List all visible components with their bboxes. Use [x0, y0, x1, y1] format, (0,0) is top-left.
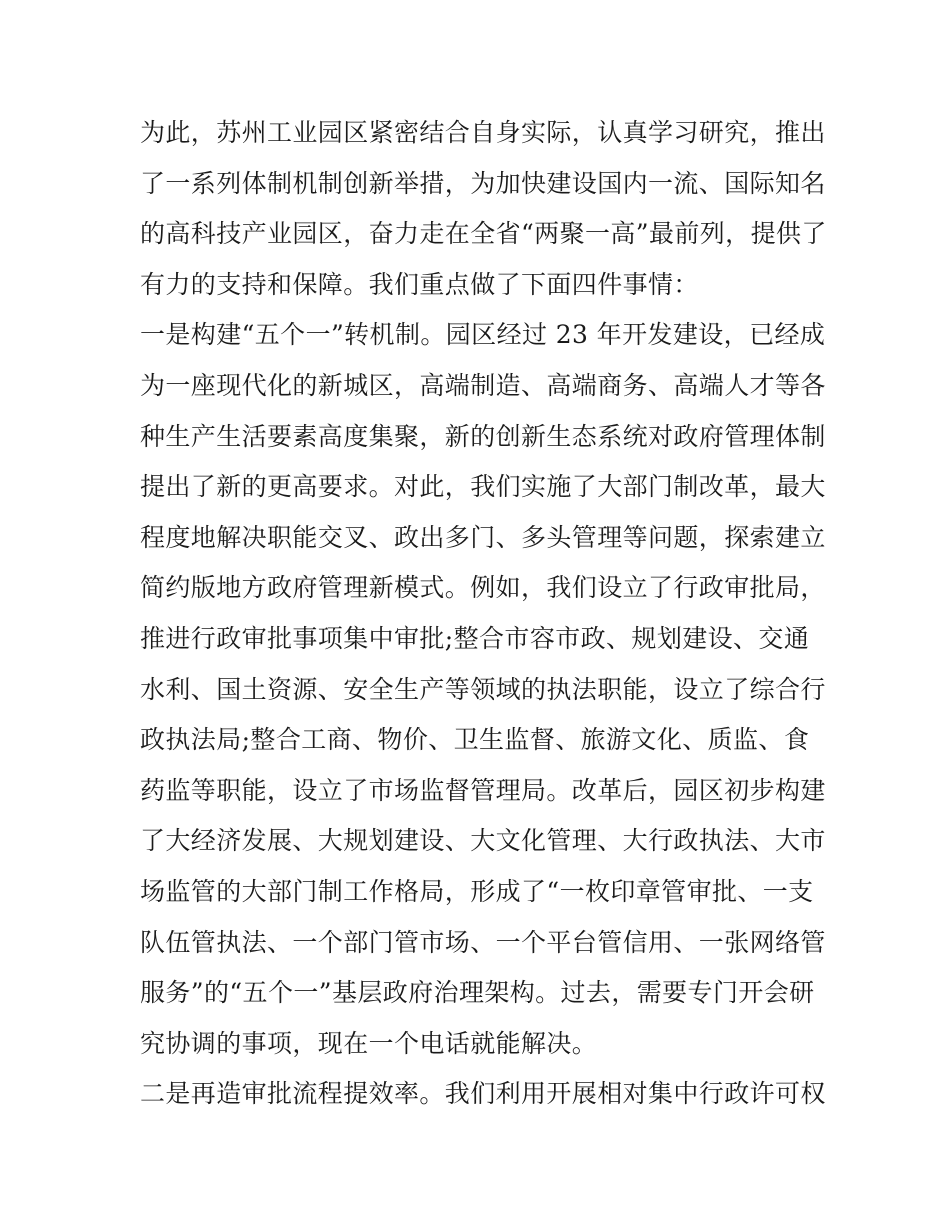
text-line-19: 究协调的事项，现在一个电话就能解决。 — [140, 1028, 598, 1058]
text-line-15: 了大经济发展、大规划建设、大文化管理、大行政执法、大市 — [140, 826, 826, 856]
text-line-13: 政执法局;整合工商、物价、卫生监督、旅游文化、质监、食 — [140, 725, 810, 755]
text-line-12: 水利、国土资源、安全生产等领域的执法职能，设立了综合行 — [140, 674, 826, 704]
text-line-1: 为此，苏州工业园区紧密结合自身实际，认真学习研究，推出 — [140, 118, 826, 147]
document-body — [140, 108, 827, 1120]
text-line-14: 药监等职能，设立了市场监督管理局。改革后，园区初步构建 — [140, 775, 826, 805]
text-line-2: 了一系列体制机制创新举措，为加快建设国内一流、国际知名 — [140, 168, 826, 198]
text-line-4: 有力的支持和保障。我们重点做了下面四件事情： — [140, 269, 699, 299]
text-line-18: 服务”的“五个一”基层政府治理架构。过去，需要专门开会研 — [140, 978, 815, 1008]
text-line-10: 简约版地方政府管理新模式。例如，我们设立了行政审批局， — [140, 573, 826, 603]
text-line-20: 二是再造审批流程提效率。我们利用开展相对集中行政许可权 — [140, 1079, 826, 1109]
text-line-16: 场监管的大部门制工作格局，形成了“一枚印章管审批、一支 — [140, 876, 814, 906]
text-line-8: 提出了新的更高要求。对此，我们实施了大部门制改革，最大 — [140, 472, 826, 502]
text-line-17: 队伍管执法、一个部门管市场、一个平台管信用、一张网络管 — [140, 927, 826, 957]
text-line-3: 的高科技产业园区，奋力走在全省“两聚一高”最前列，提供了 — [140, 219, 827, 249]
text-line-6: 为一座现代化的新城区，高端制造、高端商务、高端人才等各 — [140, 370, 826, 400]
text-line-11: 推进行政审批事项集中审批;整合市容市政、规划建设、交通 — [140, 623, 810, 653]
text-line-5: 一是构建“五个一”转机制。园区经过 23 年开发建设，已经成 — [140, 320, 826, 350]
text-line-7: 种生产生活要素高度集聚，新的创新生态系统对政府管理体制 — [140, 421, 826, 451]
text-line-9: 程度地解决职能交叉、政出多门、多头管理等问题，探索建立 — [140, 522, 826, 552]
